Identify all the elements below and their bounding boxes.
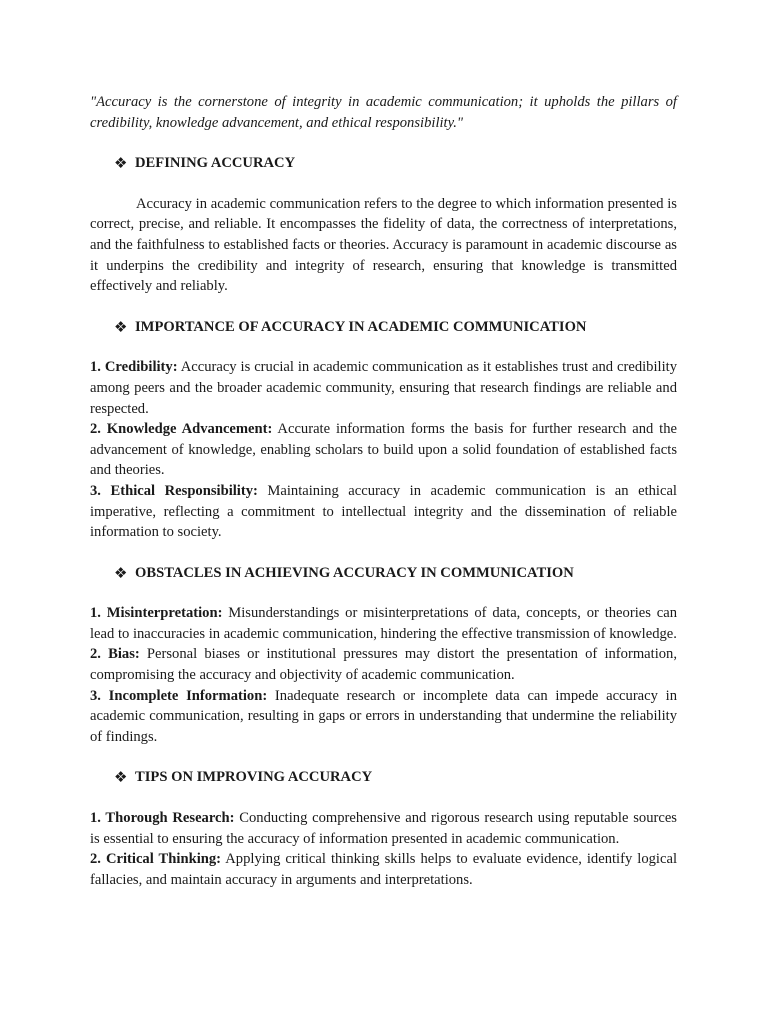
section-heading-text: IMPORTANCE OF ACCURACY IN ACADEMIC COMMUNICATION	[135, 318, 587, 335]
diamond-bullet-icon: ❖	[114, 768, 128, 787]
list-item-text: Maintaining accuracy in academic communication is an ethical imperative, reflecting a commitment to intellectual integrity and the dissemination of reliable information to society.	[90, 482, 677, 541]
section-heading	[114, 563, 677, 584]
document-page	[90, 92, 677, 890]
section-heading-text: TIPS ON IMPROVING ACCURACY	[135, 769, 373, 786]
list-item	[90, 686, 677, 748]
section-heading	[114, 767, 677, 788]
list-item-text: Misunderstandings or misinterpretations of data, concepts, or theories can lead to inaccuracies in academic communication, hindering the effective transmission of knowledge.	[90, 605, 677, 642]
list-item-label: 2. Knowledge Advancement:	[90, 421, 273, 438]
list-item	[90, 603, 677, 644]
list-item-label: 1. Misinterpretation:	[90, 605, 223, 622]
list-item	[90, 419, 677, 481]
list-item-text: Personal biases or institutional pressures may distort the presentation of information, compromising the accuracy and objectivity of academic communication.	[90, 646, 678, 684]
diamond-bullet-icon: ❖	[114, 317, 128, 336]
list-item-label: 2. Bias:	[90, 646, 140, 663]
list-item-text: Inadequate research or incomplete data can impede accuracy in academic communication, resulting in gaps or errors in understanding that undermine the reliability of findings.	[90, 687, 678, 745]
section-paragraph: Accuracy in academic communication refers to the degree to which information presented is correct, precise, and reliable. It encompasses the fidelity of data, the correctness of interpretations, and the faithfulness to established facts or theories. Accuracy is paramount in academic discourse as it underpins the credibility and integrity of research, ensuring that knowledge is transmitted effectively and reliably.	[90, 195, 677, 295]
list-item	[90, 808, 677, 849]
section-heading-text: OBSTACLES IN ACHIEVING ACCURACY IN COMMUNICATION	[135, 564, 574, 581]
list-item-text: Accurate information forms the basis for further research and the advancement of knowledge, enabling scholars to build upon a solid foundation of established facts and theories.	[90, 421, 677, 479]
list-item	[90, 644, 677, 685]
section-heading-text: DEFINING ACCURACY	[135, 155, 296, 172]
numbered-list	[90, 808, 677, 890]
opening-quote: "Accuracy is the cornerstone of integrity in academic communication; it upholds the pillars of credibility, knowledge advancement, and ethical responsibility."	[90, 94, 677, 131]
section-heading	[114, 317, 677, 338]
list-item	[90, 849, 677, 890]
section-heading	[114, 153, 677, 174]
list-item	[90, 357, 677, 419]
numbered-list	[90, 357, 677, 542]
list-item	[90, 481, 677, 543]
list-item-text: Applying critical thinking skills helps to evaluate evidence, identify logical fallacies, and maintain accuracy in arguments and interpretations.	[90, 851, 677, 888]
list-item-text: Conducting comprehensive and rigorous research using reputable sources is essential to ensuring the accuracy of information presented in academic communication.	[90, 810, 677, 847]
list-item-label: 3. Incomplete Information:	[90, 687, 268, 704]
list-item-label: 1. Credibility:	[90, 359, 178, 376]
diamond-bullet-icon: ❖	[114, 563, 128, 582]
list-item-label: 3. Ethical Responsibility:	[90, 482, 258, 499]
numbered-list	[90, 603, 677, 747]
list-item-text: Accuracy is crucial in academic communication as it establishes trust and credibility among peers and the broader academic community, ensuring that research findings are reliable and respected.	[90, 359, 677, 417]
list-item-label: 1. Thorough Research:	[90, 810, 235, 827]
list-item-label: 2. Critical Thinking:	[90, 851, 222, 868]
diamond-bullet-icon: ❖	[114, 154, 128, 173]
